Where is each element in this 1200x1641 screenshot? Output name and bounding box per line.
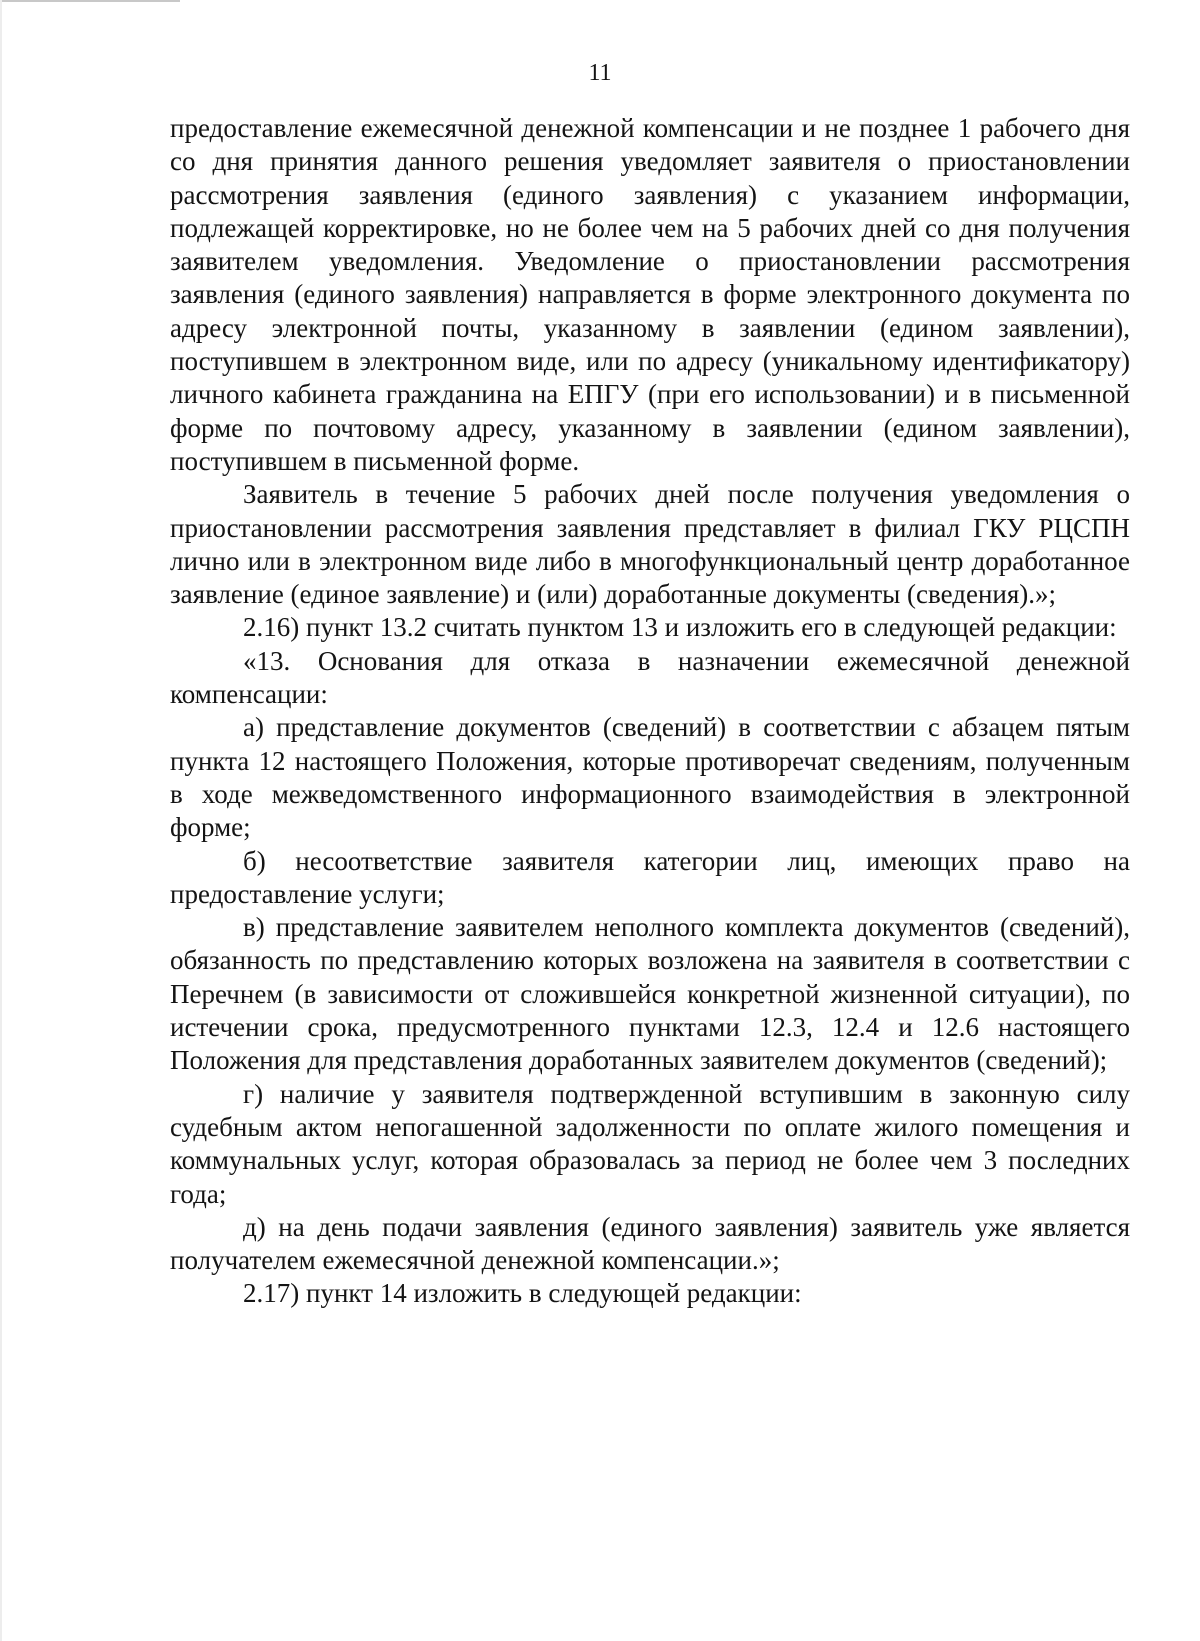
list-item-b: б) несоответствие заявителя категории лиц, имеющих право на предоставление услуги; bbox=[170, 845, 1130, 909]
paragraph-applicant-resubmission: Заявитель в течение 5 рабочих дней после получения уведомления о приостановлении рассмотрения заявления представляет в филиал ГКУ РЦСПН лично или в электронном виде либо в многофункциональный центр доработанное заявление (единое заявление) и (или) доработанные документы (сведения).»; bbox=[170, 479, 1130, 610]
page-number: 11 bbox=[588, 60, 612, 86]
list-item-g: г) наличие у заявителя подтвержденной вступившим в законную силу судебным актом непогашенной задолженности по оплате жилого помещения и коммунальных услуг, которая образовалась за период не более чем 3 последних года; bbox=[170, 1078, 1130, 1209]
paragraph-amendment-2-16: 2.16) пункт 13.2 считать пунктом 13 и изложить его в следующей редакции: bbox=[243, 612, 1117, 643]
scan-edge-top bbox=[0, 0, 180, 2]
document-body bbox=[170, 112, 1130, 1311]
paragraph-suspension-notice: предоставление ежемесячной денежной компенсации и не позднее 1 рабочего дня со дня принятия данного решения уведомляет заявителя о приостановлении рассмотрения заявления (единого заявления) с указанием информации, подлежащей корректировке, но не более чем на 5 рабочих дней со дня получения заявителем уведомления. Уведомление о приостановлении рассмотрения заявления (единого заявления) направляется в форме электронного документа по адресу электронной почты, указанному в заявлении (едином заявлении), поступившем в электронном виде, или по адресу (уникальному идентификатору) личного кабинета гражданина на ЕПГУ (при его использовании) и в письменной форме по почтовому адресу, указанному в заявлении (едином заявлении), поступившем в письменной форме. bbox=[170, 113, 1130, 476]
list-item-d: д) на день подачи заявления (единого заявления) заявитель уже является получателем ежемесячной денежной компенсации.»; bbox=[170, 1211, 1130, 1276]
scan-edge-left bbox=[0, 0, 2, 1641]
paragraph-refusal-grounds-heading: «13. Основания для отказа в назначении ежемесячной денежной компенсации: bbox=[170, 645, 1130, 710]
list-item-a: а) представление документов (сведений) в соответствии с абзацем пятым пункта 12 настоящего Положения, которые противоречат сведениям, полученным в ходе межведомственного информационного взаимодействия в электронной форме; bbox=[170, 712, 1130, 843]
paragraph-amendment-2-17: 2.17) пункт 14 изложить в следующей редакции: bbox=[243, 1278, 802, 1309]
list-item-v: в) представление заявителем неполного комплекта документов (сведений), обязанность по представлению которых возложена на заявителя в соответствии с Перечнем (в зависимости от сложившейся конкретной жизненной ситуации), по истечении срока, предусмотренного пунктами 12.3, 12.4 и 12.6 настоящего Положения для представления доработанных заявителем документов (сведений); bbox=[170, 912, 1130, 1076]
